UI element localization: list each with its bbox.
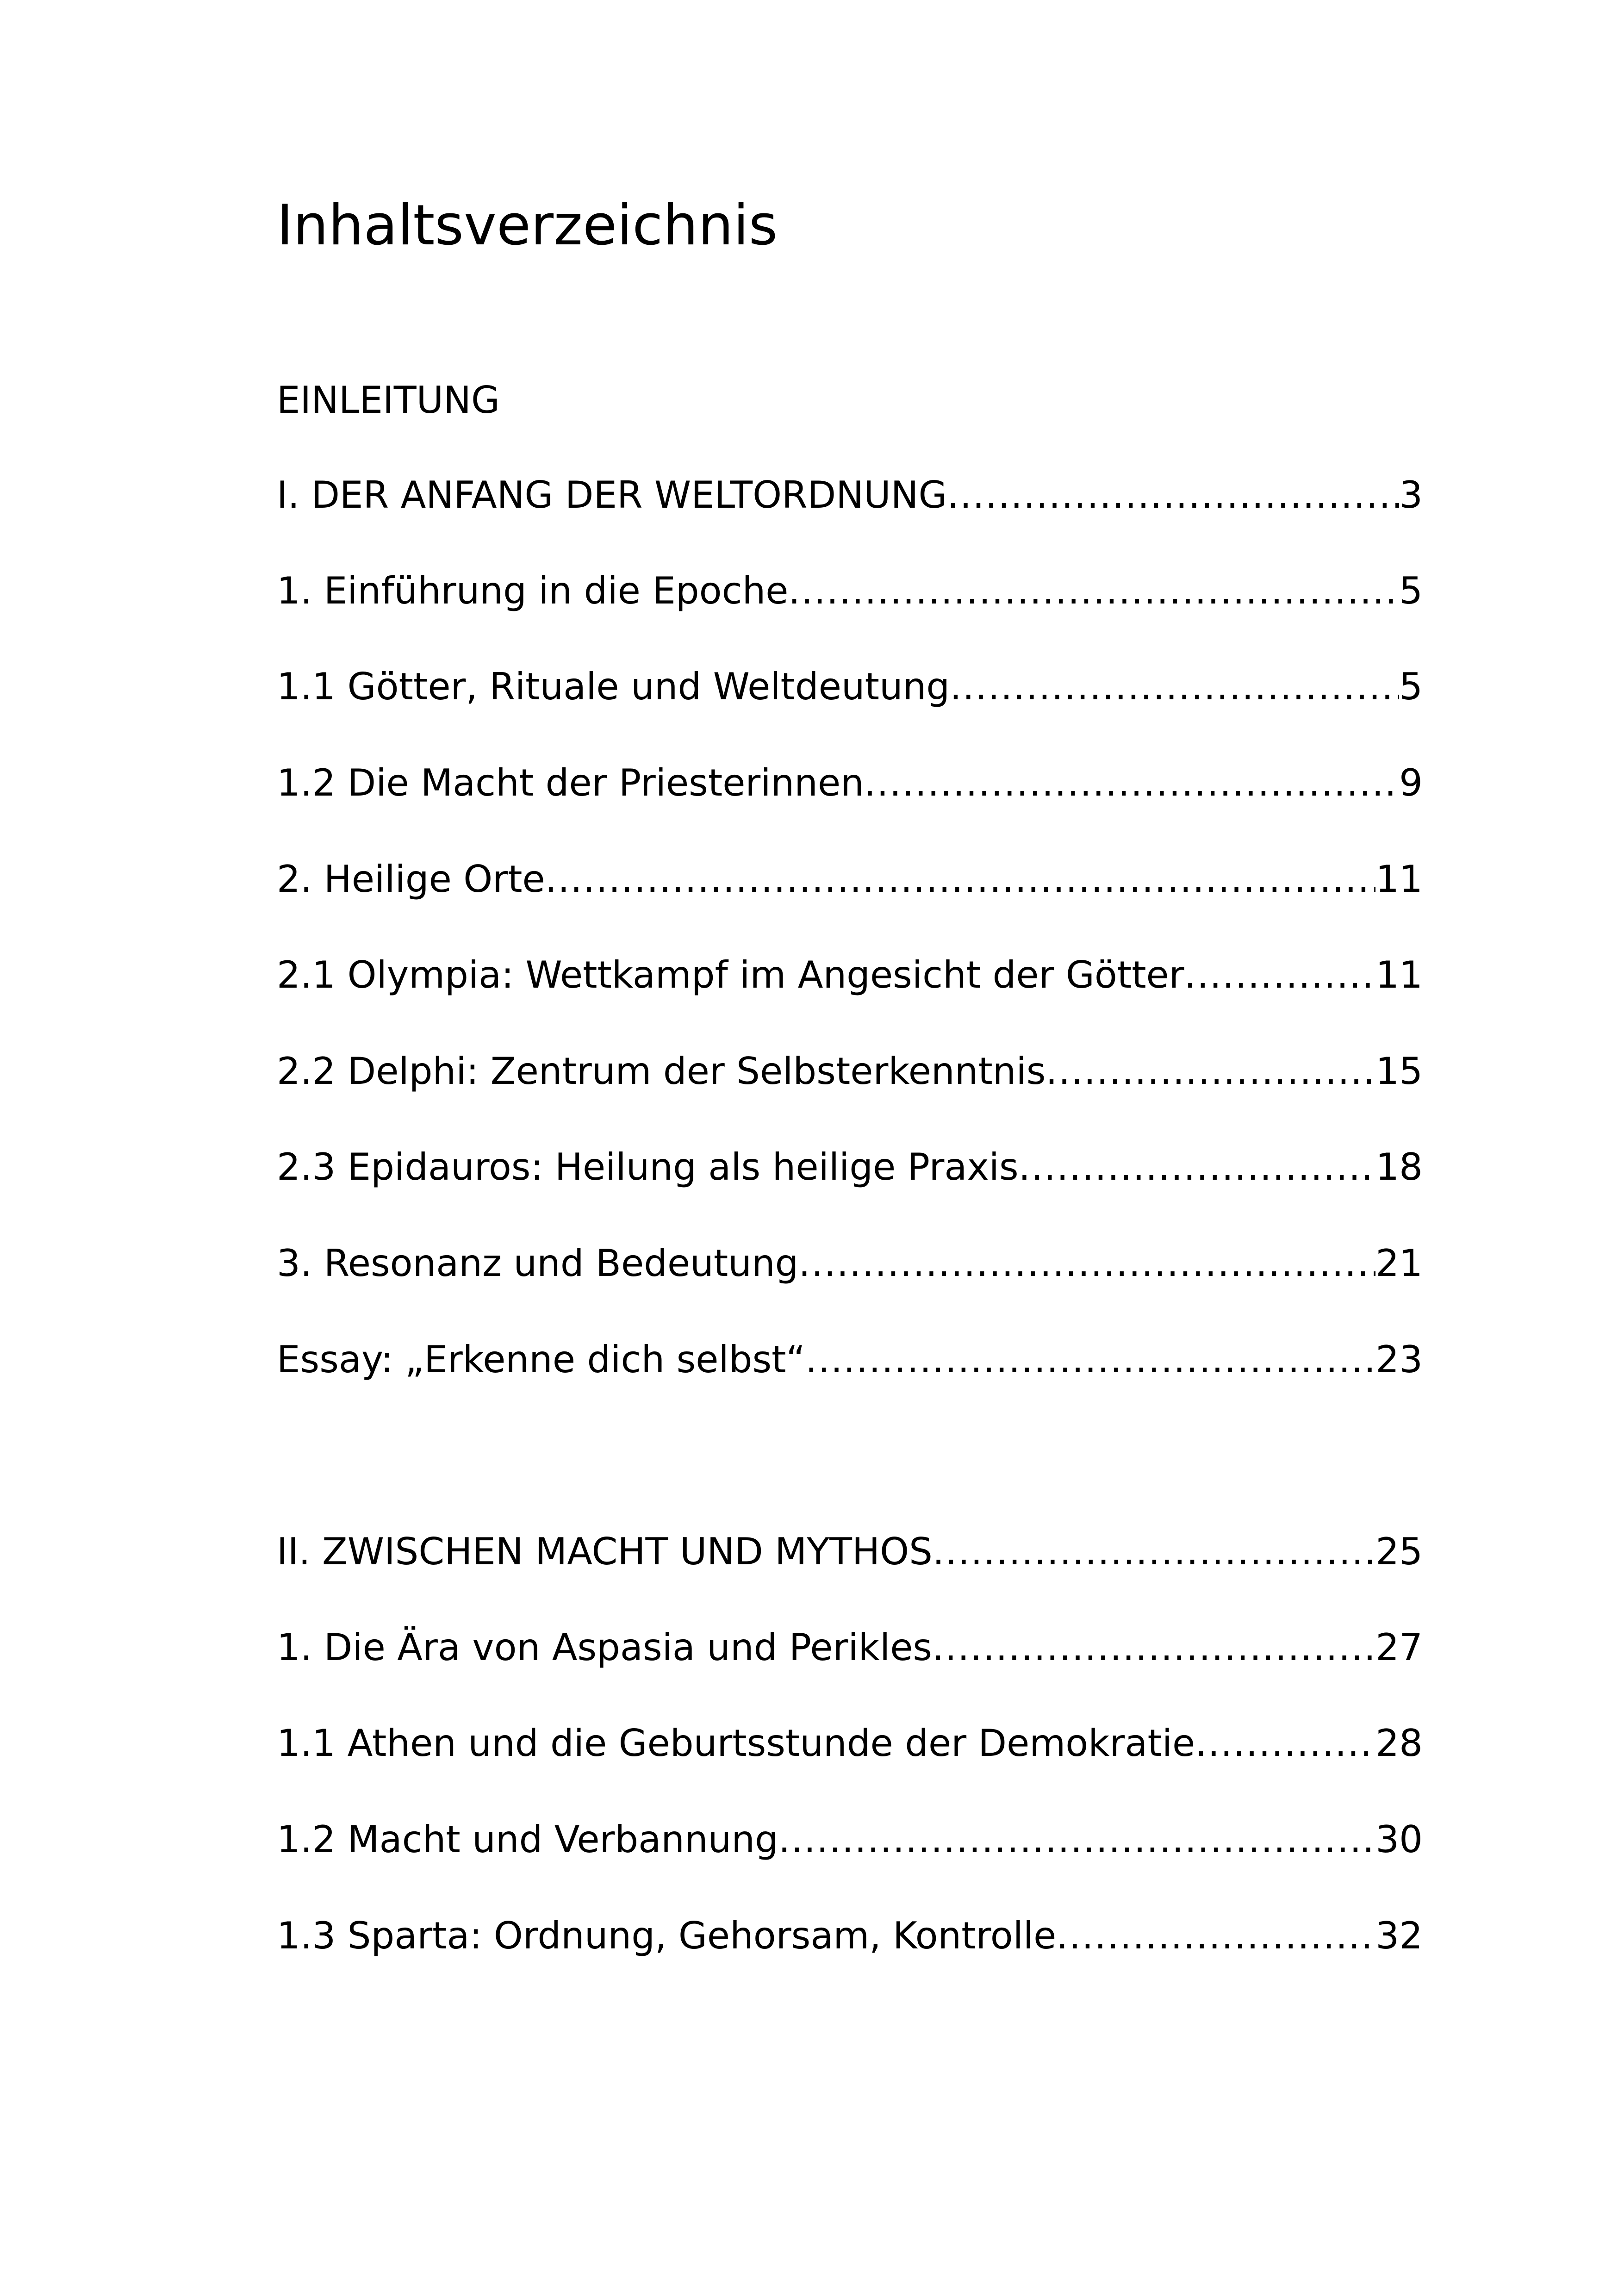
toc-entry[interactable]: [277, 1622, 1423, 1673]
toc-entry-label: 2.1 Olympia: Wettkampf im Angesicht der Götter: [277, 953, 1184, 996]
toc-dot-leader: [1019, 1142, 1376, 1193]
toc-dot-leader: [789, 566, 1400, 616]
toc-entry[interactable]: [277, 950, 1423, 1001]
toc-entry-label: Essay: „Erkenne dich selbst“: [277, 1338, 805, 1381]
toc-entry[interactable]: [277, 1718, 1423, 1769]
toc-page-number: 28: [1375, 1722, 1423, 1765]
toc-dot-leader: [950, 661, 1399, 712]
toc-page-number: 5: [1399, 569, 1423, 612]
toc-dot-leader: [932, 1622, 1375, 1673]
toc-entry[interactable]: [277, 1814, 1423, 1865]
toc-entry[interactable]: [277, 854, 1423, 905]
toc-entry[interactable]: [277, 661, 1423, 712]
toc-page-number: 15: [1375, 1050, 1423, 1093]
toc-entry[interactable]: [277, 1142, 1423, 1193]
toc-page-number: 18: [1375, 1145, 1423, 1188]
toc-page-number: 9: [1399, 761, 1423, 804]
toc-dot-leader: [1195, 1718, 1375, 1769]
toc-entry-label: II. ZWISCHEN MACHT UND MYTHOS: [277, 1530, 933, 1573]
toc-entry[interactable]: [277, 1334, 1423, 1385]
toc-entry-label: 1. Einführung in die Epoche: [277, 569, 789, 612]
toc-page-number: 11: [1375, 953, 1423, 996]
toc-page-number: 23: [1375, 1338, 1423, 1381]
toc-page-number: 21: [1375, 1242, 1423, 1285]
toc-entry[interactable]: [277, 1238, 1423, 1289]
toc-dot-leader: [1184, 950, 1376, 1001]
toc-entry-label: 2.3 Epidauros: Heilung als heilige Praxis: [277, 1145, 1019, 1188]
toc-page-number: 11: [1375, 858, 1423, 901]
toc-entry-label: 1.1 Athen und die Geburtsstunde der Demokratie: [277, 1722, 1195, 1765]
toc-dot-leader: [1056, 1910, 1375, 1961]
toc-dot-leader: [545, 854, 1376, 905]
toc-page-number: 27: [1375, 1626, 1423, 1669]
toc-entry-label: 1. Die Ära von Aspasia und Perikles: [277, 1626, 933, 1669]
toc-entry-label: 1.2 Die Macht der Priesterinnen: [277, 761, 864, 804]
toc-dot-leader: [947, 470, 1399, 521]
toc-dot-leader: [805, 1334, 1375, 1385]
toc-entry[interactable]: [277, 758, 1423, 809]
toc-entry-label: 1.2 Macht und Verbannung: [277, 1818, 778, 1861]
toc-page-number: 3: [1399, 473, 1423, 516]
toc-page-number: 25: [1375, 1530, 1423, 1573]
toc-page-number: 30: [1375, 1818, 1423, 1861]
toc-entry-label: I. DER ANFANG DER WELTORDNUNG: [277, 473, 947, 516]
toc-entry-label: 1.3 Sparta: Ordnung, Gehorsam, Kontrolle: [277, 1914, 1057, 1957]
toc-entry-label: 1.1 Götter, Rituale und Weltdeutung: [277, 665, 950, 708]
toc-page-number: 5: [1399, 665, 1423, 708]
toc-entry-label: 2.2 Delphi: Zentrum der Selbsterkenntnis: [277, 1050, 1046, 1093]
toc-dot-leader: [798, 1238, 1375, 1289]
page-title: Inhaltsverzeichnis: [277, 193, 778, 258]
toc-dot-leader: [933, 1526, 1375, 1577]
toc-entry-einleitung: EINLEITUNG: [277, 379, 500, 422]
toc-page-number: 32: [1375, 1914, 1423, 1957]
toc-dot-leader: [864, 758, 1399, 809]
toc-entry-label: 3. Resonanz und Bedeutung: [277, 1242, 799, 1285]
toc-entry[interactable]: [277, 566, 1423, 616]
toc-entry[interactable]: [277, 1046, 1423, 1097]
toc-dot-leader: [778, 1814, 1375, 1865]
toc-dot-leader: [1045, 1046, 1375, 1097]
toc-entry[interactable]: [277, 1526, 1423, 1577]
toc-entry-label: 2. Heilige Orte: [277, 858, 545, 901]
toc-entry[interactable]: [277, 1910, 1423, 1961]
toc-entry[interactable]: [277, 470, 1423, 521]
